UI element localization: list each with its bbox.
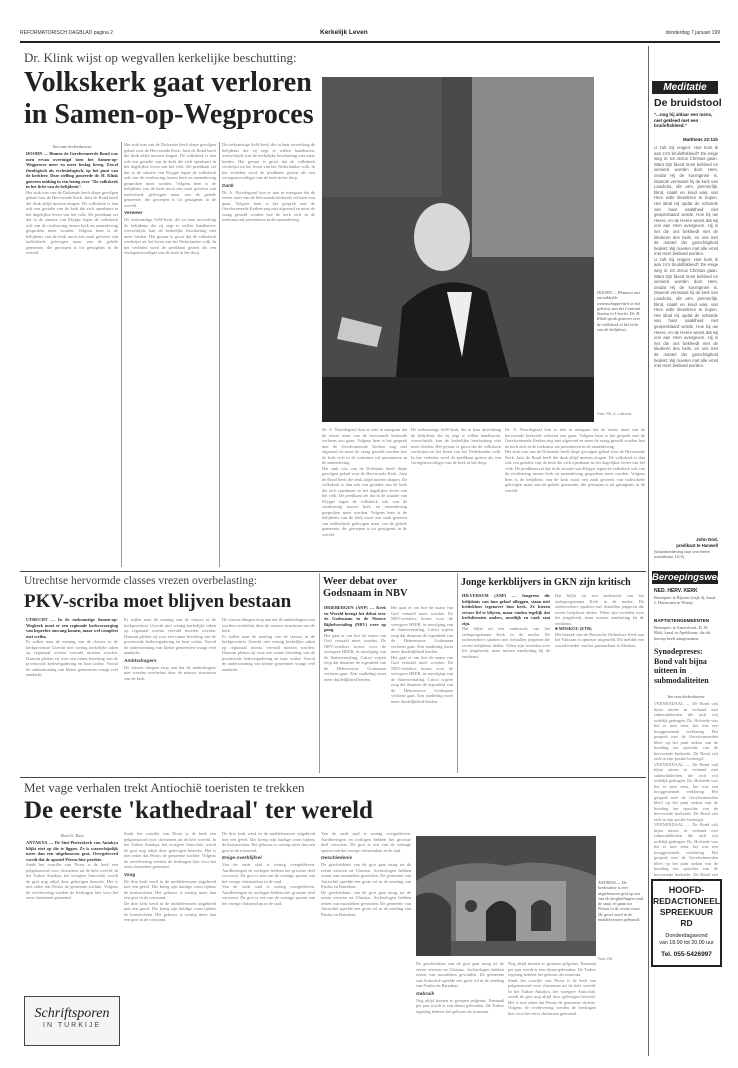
story3-body: Het gaat er om hoe de naam van God vertaald moet worden. De NBV-vertalers kozen voor de weergave HEER, in navolging van de Statenvertaling. Critici wijzen erop dat daarmee de eigenheid van de Hebreeuwse Godsnaam verloren gaat. Een studiedag moet meer duidelijkheid bieden.: [324, 632, 386, 682]
story2-body: Er zullen naar de mening van de classes in de kerkprovincie Utrecht niet weinig kerkelijke taken op regionaal niveau vervuld moeten worden. Daarom pleiten zij voor een ruime bezetting van de provinciale kerkvergadering en haar scriba. Vooral de ondersteuning van kleine gemeenten vraagt veel aandacht.: [26, 639, 118, 677]
beroepingswerk-tag: Beroepingswerk: [652, 572, 726, 583]
col-divider: [457, 573, 458, 773]
story3-intro: DRIEBERGEN (ANP) — Kerk en Wereld brengt het debat over de Godsnaam in de Nieuwe Bijbelvertaling (NBV) weer op gang.: [324, 605, 386, 632]
lead-intro: DOORN — Binnen de Gereformeerde Bond was men ervan overtuigd toen het Samen-op-Wegproces meer en meer beslag kreeg. Zowel theologisch als ecclesiologisch, op het punt van de kerkleer. Deze stelling poneerde dr. H. Klink gisteren middag in een lezing over "De volkskerk in het licht van de belijdenis".: [26, 151, 118, 189]
story5-body-4: De geschiedenis van de grot gaat terug tot de eerste eeuwen na Christus. Archeologen hebben resten van mozaïeken gevonden. De gemeente van Antiochië speelde een grote rol in de zending van Paulus en Barnabas.: [321, 862, 411, 889]
meditation-source: (Woordbediening voor ons Heere woordkraal, 1674): [654, 550, 710, 559]
lead-body-3: Dr. A. Noordegraaf kon er niet in meegaan dat de eerste inzet van de hervormde kerkorde verloren zou gaan. Volgens hem is het gesprek met de Gereformeerde Kerken nog niet afgerond en moet de vraag gesteld worden hoe de kerk zich in de toekomst zal presenteren in de samenleving.: [222, 189, 316, 222]
meditation-text-cont: U zult mij vragen: Hoe kom ik aan zo'n bruiloftskleed? De enige weg is: tot Jezus Christus gaan. Want Zijn bloed moet bekleed en versierd worden door Hem, omdat Hij de koninginne is. Daarom vermaant hij de kerk van Laodicéa, die arm, jammerlijk, blind, naakt en koud was, van Hem witte kleederen te kopen. Het ideal Hij opdat de schande van haar naaktheid niet geopenbaard worde. Hoe bij uw Heere, en de Heere wenst dat wij ons aan Hem overgeven. Hij is het die ons bekleedt met de klederen des heils, en ons met de mantel der gerechtigheid bedekt. Wij moeten met alle ernst met Hem bekleed worden.: [654, 256, 718, 369]
lead-col-1: [26, 142, 118, 567]
story2-body-2-cont: De classes dringen erop aan dat de ambtsdragers niet worden overbelast door de nieuwe structuren van de kerk.: [222, 617, 315, 633]
story5-body-3-cont: Van de oude stad is weinig overgebleven. Aardbevingen en oorlogen hebben het grootste deel verwoest. De grot is een van de weinige sporen van het vroege christendom in de stad.: [321, 831, 411, 853]
lead-body-3-repeat: Dr. A. Noordegraaf kon er niet in meegaan dat de eerste inzet van de hervormde kerkorde verloren zou gaan. Volgens hem is het gesprek met de Gereformeerde Kerken nog niet afgerond en moet de vraag gesteld worden hoe de kerk zich in de toekomst zal presenteren in de samenleving.: [505, 427, 645, 449]
lead-body-2-repeat: De toekomstige SoW-kerk, die in haar uitwerking de belijdenis die zij zegt te willen handhaven, overschrijdt, kan de kerkelijke beschutting niet meer bieden. Het gevaar is groot dat de volkskerk verdwijnt uit het leven van het Nederlandse volk. In het verleden werd de predikant gezien als een vertegenwoordiger van de kerk in het dorp.: [411, 427, 501, 465]
story5-col-1: [26, 831, 118, 993]
meditation-ref: Mattheüs 22:11b: [682, 137, 718, 142]
story4-body: Dat blijkt uit een onderzoek van het radioprogramma Kerk in de media. De onderzoekers spraken met tientallen jongeren die recent belijdenis deden. Velen zijn tevreden over het jeugdwerk, maar missen aansluiting bij de eredienst.: [462, 626, 550, 659]
meditation-author: John Dod,: [696, 537, 718, 542]
lead-kicker: Dr. Klink wijst op wegvallen kerkelijke beschutting:: [24, 50, 297, 65]
story4-body-cont: Dat blijkt uit een onderzoek van het radioprogramma Kerk in de media. De onderzoekers spraken met tientallen jongeren die recent belijdenis deden. Velen zijn tevreden over het jeugdwerk, maar missen aansluiting bij de eredienst.: [555, 593, 644, 626]
lead-subhead-dank: Dank: [222, 183, 234, 189]
story5-intro: ANTAKYA — De Sint-Pieterskerk van Antakya blijkt niet op die te liggen. Ze is waarschijnlijk meer dan een uitgehouwen grot. Overgeleverd wordt dat de apostel Petrus hier preekte.: [26, 840, 118, 862]
lead-col-6: [505, 427, 645, 567]
lead-body-2: De toekomstige SoW-kerk, die in haar uitwerking de belijdenis die zij zegt te willen handhaven, overschrijdt, kan de kerkelijke beschutting niet meer bieden. Het gevaar is groot dat de volkskerk verdwijnt uit het leven van het Nederlandse volk. In het verleden werd de predikant gezien als een vertegenwoordiger van de kerk in het dorp.: [124, 217, 216, 255]
story3-body-repeat: Het gaat er om hoe de naam van God vertaald moet worden. De NBV-vertalers kozen voor de weergave HEER, in navolging van de Statenvertaling. Critici wijzen erop dat daarmee de eigenheid van de Hebreeuwse Godsnaam verloren gaat. Een studiedag moet meer duidelijkheid bieden.: [391, 654, 453, 704]
story2-col-2: [124, 617, 216, 772]
story5-col-6: [508, 961, 596, 1046]
synodes-title: Synodepreses: Bond valt bijna uitteen in submodaliteiten: [654, 647, 709, 685]
story2-body-cont: Er zullen naar de mening van de classes in de kerkprovincie Utrecht niet weinig kerkelijke taken op regionaal niveau vervuld moeten worden. Daarom pleiten zij voor een ruime bezetting van de provinciale kerkvergadering en haar scriba. Vooral de ondersteuning van kleine gemeenten vraagt veel aandacht.: [124, 617, 216, 655]
story4-col-1: [462, 593, 550, 773]
story5-body-2-cont: De drie kerk werd in de middeleeuwen uitgebreid met een gevel. Die kreeg zijn huidige vorm tijdens de kruistochten. Het gebouw is weinig meer dan een grot in de rotswand.: [222, 831, 315, 853]
synodes-text: VEENENDAAL — De Bond valt bijna uiteen in verband met submodaliteiten die zich vrij ordelijk gedragen. Ds. Hofstede was het er mee eens, het was een hooggestemde verklaring. Het gesprek met de Gereformeerden bleef op het punt steken van de houding ten opzichte van de hervormde kerkorde. De Bond ziet zich in zijn positie bedreigd.: [654, 701, 718, 761]
logo-title: Schriftsporen: [34, 1006, 110, 1021]
story3-col-2: [391, 605, 453, 773]
lead-subhead-verweer: Verweer: [124, 211, 143, 216]
story5-byline: Door G. Ross: [60, 833, 84, 838]
synodes-body: [654, 701, 718, 882]
meditation-author-role: predikant te Hanwell: [676, 543, 718, 548]
story5-body: Sinds het concilie van Nicea is de kerk een pelgrimsoord voor christenen uit de hele wereld. In het Turkse Antakya, het vroegere Antiochië, wordt de grot nog altijd door gelovigen bezocht. Het is niet zeker dat Petrus de gemeente stichtte. Volgens de overlevering werden de leerlingen hier voor het eerst christenen genoemd.: [26, 862, 118, 900]
story3-body-cont: Het gaat er om hoe de naam van God vertaald moet worden. De NBV-vertalers kozen voor de weergave HEER, in navolging van de Statenvertaling. Critici wijzen erop dat daarmee de eigenheid van de Hebreeuwse Godsnaam verloren gaat. Een studiedag moet meer duidelijkheid bieden.: [391, 605, 453, 654]
story5-subhead-vaag: Vaag: [124, 872, 136, 878]
cave-church-illustration: [416, 836, 596, 956]
story4-body-2: Het bezoek van de Russische Orthodoxe Kerk aan het Vaticaan is opnieuw uitgesteld. Dit meldde een woordvoerder van het patriarchaat in Moskou.: [555, 631, 644, 648]
lead-body-3-cont: Dr. A. Noordegraaf kon er niet in meegaan dat de eerste inzet van de hervormde kerkorde verloren zou gaan. Volgens hem is het gesprek met de Gereformeerde Kerken nog niet afgerond en moet de vraag gesteld worden hoe de kerk zich in de toekomst zal presenteren in de samenleving.: [322, 427, 407, 465]
lead-col-2: [124, 142, 216, 567]
ad-title-2: REDACTIONEEL: [653, 896, 721, 906]
story2-body-repeat: Er zullen naar de mening van de classes in de kerkprovincie Utrecht niet weinig kerkelijke taken op regionaal niveau vervuld moeten worden. Daarom pleiten zij voor een ruime bezetting van de provinciale kerkvergadering en haar scriba. Vooral de ondersteuning van kleine gemeenten vraagt veel aandacht.: [222, 633, 315, 672]
story2-intro: UTRECHT — In de toekomstige Samen-op-Wegkerk moet er een regionale kerkverzorging van beperkte omvang komen, maar wel compleet met scriba.: [26, 617, 118, 639]
ned-herv-body: Beroepen: te Rijssen (wijk 4), kand. J. Hofstraten te Woerp.: [654, 595, 716, 606]
story5-body-4-cont: De geschiedenis van de grot gaat terug tot de eerste eeuwen na Christus. Archeologen hebben resten van mozaïeken gevonden. De gemeente van Antiochië speelde een grote rol in de zending van Paulus en Barnabas.: [416, 961, 504, 988]
hoofdredactioneel-ad: [651, 879, 722, 967]
story5-col-2: [124, 831, 216, 1046]
ad-day: Donderdagavond: [665, 933, 708, 939]
synodes-text-cont-2: VEENENDAAL — De Bond valt bijna uiteen in verband met submodaliteiten die zich vrij ordelijk gedragen. Ds. Hofstede was het er mee eens, het was een hooggestemde verklaring. Het gesprek met de Gereformeerden bleef op het punt steken van de houding ten opzichte van de hervormde kerkorde. De Bond ziet zich in zijn positie bedreigd.: [654, 822, 718, 882]
story5-body-5: Nog altijd komen er groepen pelgrims. Eenmaal per jaar wordt er een dienst gehouden. De Turkse regering beheert het gebouw als museum.: [416, 997, 504, 1014]
story3-col-1: [324, 605, 386, 773]
story4-col-2: [555, 593, 644, 773]
lead-byline: Van onze kerkredacteur: [52, 144, 92, 149]
church-photo-caption: ANTAKYA — De kerkruimte is een uitgehouwen grot op een van de berghellingen rond de stad, en gaan tot Petrus in de eerste eeuw. De gevel werd in de middeleeuwen gebouwd.: [598, 880, 644, 923]
story5-subhead-overblijfsel: Enige overblijfsel: [222, 856, 262, 861]
ned-herv-heading: NED. HERV. KERK: [654, 588, 698, 594]
story5-subhead-gebruik: Gebruik: [416, 991, 435, 997]
story5-subhead-geschiedenis: Geschiedenis: [321, 856, 353, 861]
lead-headline-1: Volkskerk gaat verloren: [24, 67, 312, 98]
meditation-body: [654, 145, 718, 535]
lead-body-cont: Het stuk was van de Doleantie heeft diepe gevolgen gehad voor de Hervormde Kerk. Juist de Bond heeft die druk altijd moeten dragen. De volkskerk is dan ook een gestalte van de kerk die zich openbaart in het dagelijkse leven van het volk. De predikant zei dat in de situatie van Klyppe tegen de volkskerk ook van de rivalisering tussen kerk en samenleving gesproken moet worden. Volgens hem is de belijdenis van de kerk nooit een zaak geweest van individuele gelovigen maar van de gehele gemeente, die geroepen is tot getuigenis in de wereld.: [124, 142, 216, 208]
story2-body-2: De classes dringen erop aan dat de ambtsdragers niet worden overbelast door de nieuwe structuren van de kerk.: [124, 664, 216, 681]
story4-kicker: Jonge kerkblijvers in GKN zijn kritisch: [461, 577, 631, 588]
story5-col-4: [321, 831, 411, 1046]
lead-body: Het stuk was van de Doleantie heeft diepe gevolgen gehad voor de Hervormde Kerk. Juist de Bond heeft die druk altijd moeten dragen. De volkskerk is dan ook een gestalte van de kerk die zich openbaart in het dagelijkse leven van het volk. De predikant zei dat in de situatie van Klyppe tegen de volkskerk ook van de rivalisering tussen kerk en samenleving gesproken moet worden. Volgens hem is de belijdenis van de kerk nooit een zaak geweest van individuele gelovigen maar van de gehele gemeente, die geroepen is tot getuigenis in de wereld.: [26, 189, 118, 255]
lead-col-4: [322, 427, 407, 567]
masthead-date: donderdag 7 januari 199: [665, 30, 720, 36]
masthead-paper: REFORMATORISCH DAGBLAD pagina 2: [20, 30, 113, 36]
story5-body-3-repeat: Van de oude stad is weinig overgebleven. Aardbevingen en oorlogen hebben het grootste deel verwoest. De grot is een van de weinige sporen van het vroege christendom in de stad.: [222, 884, 315, 906]
masthead-section: Kerkelijk Leven: [320, 29, 368, 36]
story3-kicker: Weer debat over Godsnaam in NBV: [323, 576, 408, 599]
ad-tel: Tel. 055-5426997: [661, 951, 712, 958]
ad-title-1: HOOFD-: [668, 885, 705, 895]
story4-intro: HILVERSUM (ANP) — Jongeren die belijdenis van hun geloof afleggen, staan niet kritiekloos tegenover hun kerk. Ze kiezen ervoor lid te blijven, maar vinden tegelijk dat kerkdiensten anders, moeilijk en vaak saai zijn.: [462, 593, 550, 626]
church-photo-credit: Foto: RD: [598, 957, 613, 961]
story5-col-3: [222, 831, 315, 1046]
baptist-body: Beroepen: te Amersfoort, D. W. Blok, kand. te Apeldoorn, die dit beroep heeft aangenomen.: [654, 625, 711, 641]
ad-hours: van 18.00 tot 20.00 uur: [659, 940, 714, 946]
schriftsporen-logo: [24, 996, 120, 1046]
col-divider: [319, 573, 320, 773]
story5-kicker: Met vage verhalen trekt Antiochië toeristen te trekken: [24, 780, 305, 795]
lead-body-repeat: Het stuk was van de Doleantie heeft diepe gevolgen gehad voor de Hervormde Kerk. Juist de Bond heeft die druk altijd moeten dragen. De volkskerk is dan ook een gestalte van de kerk die zich openbaart in het dagelijkse leven van het volk. De predikant zei dat in de situatie van Klyppe tegen de volkskerk ook van de rivalisering tussen kerk en samenleving gesproken moet worden. Volgens hem is de belijdenis van de kerk nooit een zaak geweest van individuele gelovigen maar van de gehele gemeente, die geroepen is tot getuigenis in de wereld.: [322, 465, 407, 537]
story2-subhead: Ambtsdragers: [124, 658, 157, 664]
meditation-title: De bruidstool: [654, 97, 722, 109]
lead-photo-credit: Foto: RD, A. Lokhorst: [597, 412, 632, 416]
story2-col-3: [222, 617, 315, 772]
story5-headline: De eerste 'kathedraal' ter wereld: [24, 797, 373, 824]
col-divider: [121, 142, 122, 567]
story5-body-5-cont: Nog altijd komen er groepen pelgrims. Eenmaal per jaar wordt er een dienst gehouden. De Turkse regering beheert het gebouw als museum.: [508, 961, 596, 977]
masthead: [20, 29, 720, 41]
baptist-heading: BAPTISTENGEMEENTEN: [654, 618, 710, 623]
story5-col-5: [416, 961, 504, 1046]
lead-body-2-cont: De toekomstige SoW-kerk, die in haar uitwerking de belijdenis die zij zegt te willen handhaven, overschrijdt, kan de kerkelijke beschutting niet meer bieden. Het gevaar is groot dat de volkskerk verdwijnt uit het leven van het Nederlandse volk. In het verleden werd de predikant gezien als een vertegenwoordiger van de kerk in het dorp.: [222, 142, 315, 180]
meditation-text: U zult mij vragen: Hoe kom ik aan zo'n bruiloftskleed? De enige weg is: tot Jezus Christus gaan. Want Zijn bloed moet bekleed en versierd worden door Hem, omdat Hij de koninginne is. Daarom vermaant hij de kerk van Laodicéa, die arm, jammerlijk, blind, naakt en koud was, van Hem witte kleederen te kopen. Het ideal Hij opdat de schande van haar naaktheid niet geopenbaard worde. Hoe bij uw Heere, en de Heere wenst dat wij ons aan Hem overgeven. Hij is het die ons bekleedt met de klederen des heils, en ons met de mantel der gerechtigheid bedekt. Wij moeten met alle ernst met Hem bekleed worden.: [654, 145, 718, 257]
story2-headline: PKV-scriba moet blijven bestaan: [24, 591, 292, 612]
story5-body-4-repeat: De geschiedenis van de grot gaat terug tot de eerste eeuwen na Christus. Archeologen hebben resten van mozaïeken gevonden. De gemeente van Antiochië speelde een grote rol in de zending van Paulus en Barnabas.: [321, 889, 411, 917]
lead-headline-2: in Samen-op-Wegproces: [24, 99, 314, 130]
logo-sub: IN TURKIJE: [43, 1022, 101, 1029]
synodes-text-cont: VEENENDAAL — De Bond valt bijna uiteen in verband met submodaliteiten die zich vrij ordelijk gedragen. Ds. Hofstede was het er mee eens, het was een hooggestemde verklaring. Het gesprek met de Gereformeerden bleef op het punt steken van de houding ten opzichte van de hervormde kerkorde. De Bond ziet zich in zijn positie bedreigd.: [654, 761, 718, 822]
church-photo: [416, 836, 596, 956]
story2-kicker: Utrechtse hervormde classes vrezen overbelasting:: [24, 575, 258, 587]
story5-body-2-repeat: De drie kerk werd in de middeleeuwen uitgebreid met een gevel. Die kreeg zijn huidige vorm tijdens de kruistochten. Het gebouw is weinig meer dan een grot in de rotswand.: [124, 900, 216, 922]
lead-col-3: [222, 142, 315, 567]
meditation-tag: Meditatie: [652, 81, 718, 94]
ad-title-3: SPREEKUUR RD: [659, 907, 714, 928]
synodes-byline: Van onze kerkredacteur: [667, 694, 705, 699]
sidebar-divider: [648, 46, 649, 1056]
story5-body-2: De drie kerk werd in de middeleeuwen uitgebreid met een gevel. Die kreeg zijn huidige vorm tijdens de kruistochten. Het gebouw is weinig meer dan een grot in de rotswand.: [124, 878, 216, 900]
lead-photo: [322, 77, 594, 422]
lead-photo-caption: DOORN — Plaatsen met ontwikkelde wetenschapperijen in het gebouw van het Centraal Station in Utrecht. Dr. H. Klink sprak gisteren over de volkskerk in het licht van de belijdenis.: [597, 290, 641, 333]
story2-col-1: [26, 617, 118, 772]
story5-body-repeat: Sinds het concilie van Nicea is de kerk een pelgrimsoord voor christenen uit de hele wereld. In het Turkse Antakya, het vroegere Antiochië, wordt de grot nog altijd door gelovigen bezocht. Het is niet zeker dat Petrus de gemeente stichtte. Volgens de overlevering werden de leerlingen hier voor het eerst christenen genoemd.: [508, 977, 596, 1016]
lead-col-5: [411, 427, 501, 567]
story5-body-cont: Sinds het concilie van Nicea is de kerk een pelgrimsoord voor christenen uit de hele wereld. In het Turkse Antakya, het vroegere Antiochië, wordt de grot nog altijd door gelovigen bezocht. Het is niet zeker dat Petrus de gemeente stichtte. Volgens de overlevering werden de leerlingen hier voor het eerst christenen genoemd.: [124, 831, 216, 869]
story5-body-3: Van de oude stad is weinig overgebleven. Aardbevingen en oorlogen hebben het grootste deel verwoest. De grot is een van de weinige sporen van het vroege christendom in de stad.: [222, 862, 315, 884]
story4-moskou: ■ MOSKOU (ETB): [555, 626, 592, 631]
section-rule: [20, 571, 646, 572]
speaker-photo-illustration: [322, 77, 594, 422]
col-divider: [219, 142, 220, 567]
section-rule: [20, 777, 646, 778]
masthead-rule: [20, 41, 720, 43]
meditation-quote: "...nog hij aldaar een mens, niet gekleed met een bruiloftskleed.": [654, 112, 713, 128]
lead-body-final: Het stuk was van de Doleantie heeft diepe gevolgen gehad voor de Hervormde Kerk. Juist de Bond heeft die druk altijd moeten dragen. De volkskerk is dan ook een gestalte van de kerk die zich openbaart in het dagelijkse leven van het volk. De predikant zei dat in de situatie van Klyppe tegen de volkskerk ook van de rivalisering tussen kerk en samenleving gesproken moet worden. Volgens hem is de belijdenis van de kerk nooit een zaak geweest van individuele gelovigen maar van de gehele gemeente, die geroepen is tot getuigenis in de wereld.: [505, 449, 645, 493]
